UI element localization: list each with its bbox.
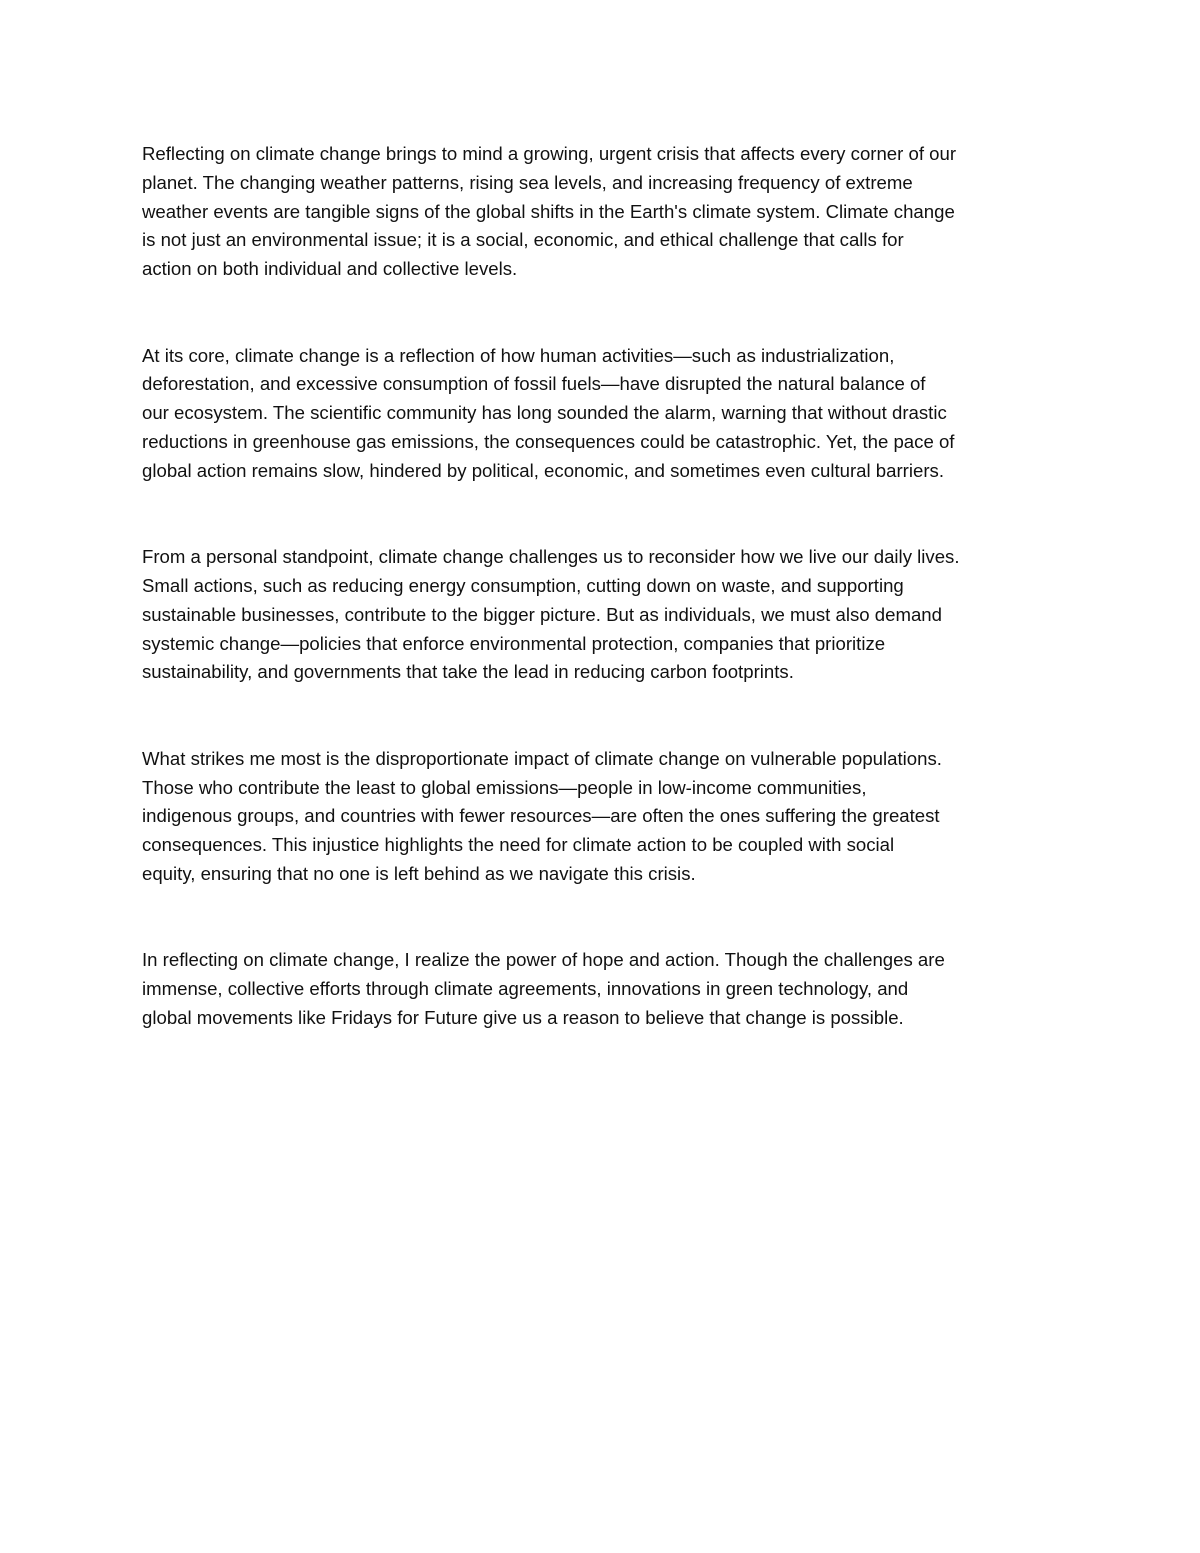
document-body (142, 140, 1062, 1090)
paragraph-3: From a personal standpoint, climate change challenges us to reconsider how we live our daily lives. Small actions, such as reducing energy consumption, cutting down on waste, and supporting sustainable businesses, contribute to the bigger picture. But as individuals, we must also demand systemic change—policies that enforce environmental protection, companies that prioritize sustainability, and governments that take the lead in reducing carbon footprints. (142, 546, 960, 683)
paragraph-1: Reflecting on climate change brings to mind a growing, urgent crisis that affects every corner of our planet. The changing weather patterns, rising sea levels, and increasing frequency of extreme weather events are tangible signs of the global shifts in the Earth's climate system. Climate change is not just an environmental issue; it is a social, economic, and ethical challenge that calls for action on both individual and collective levels. (142, 143, 957, 280)
paragraph-4: What strikes me most is the disproportionate impact of climate change on vulnerable populations. Those who contribute the least to global emissions—people in low-income communities, indigenous groups, and countries with fewer resources—are often the ones suffering the greatest consequences. This injustice highlights the need for climate action to be coupled with social equity, ensuring that no one is left behind as we navigate this crisis. (142, 747, 942, 884)
paragraph-5: In reflecting on climate change, I realize the power of hope and action. Though the challenges are immense, collective efforts through climate agreements, innovations in green technology, and global movements like Fridays for Future give us a reason to believe that change is possible. (142, 949, 945, 1028)
paragraph-2: At its core, climate change is a reflection of how human activities—such as industrialization, deforestation, and excessive consumption of fossil fuels—have disrupted the natural balance of our ecosystem. The scientific community has long sounded the alarm, warning that without drastic reductions in greenhouse gas emissions, the consequences could be catastrophic. Yet, the pace of global action remains slow, hindered by political, economic, and sometimes even cultural barriers. (142, 344, 955, 481)
